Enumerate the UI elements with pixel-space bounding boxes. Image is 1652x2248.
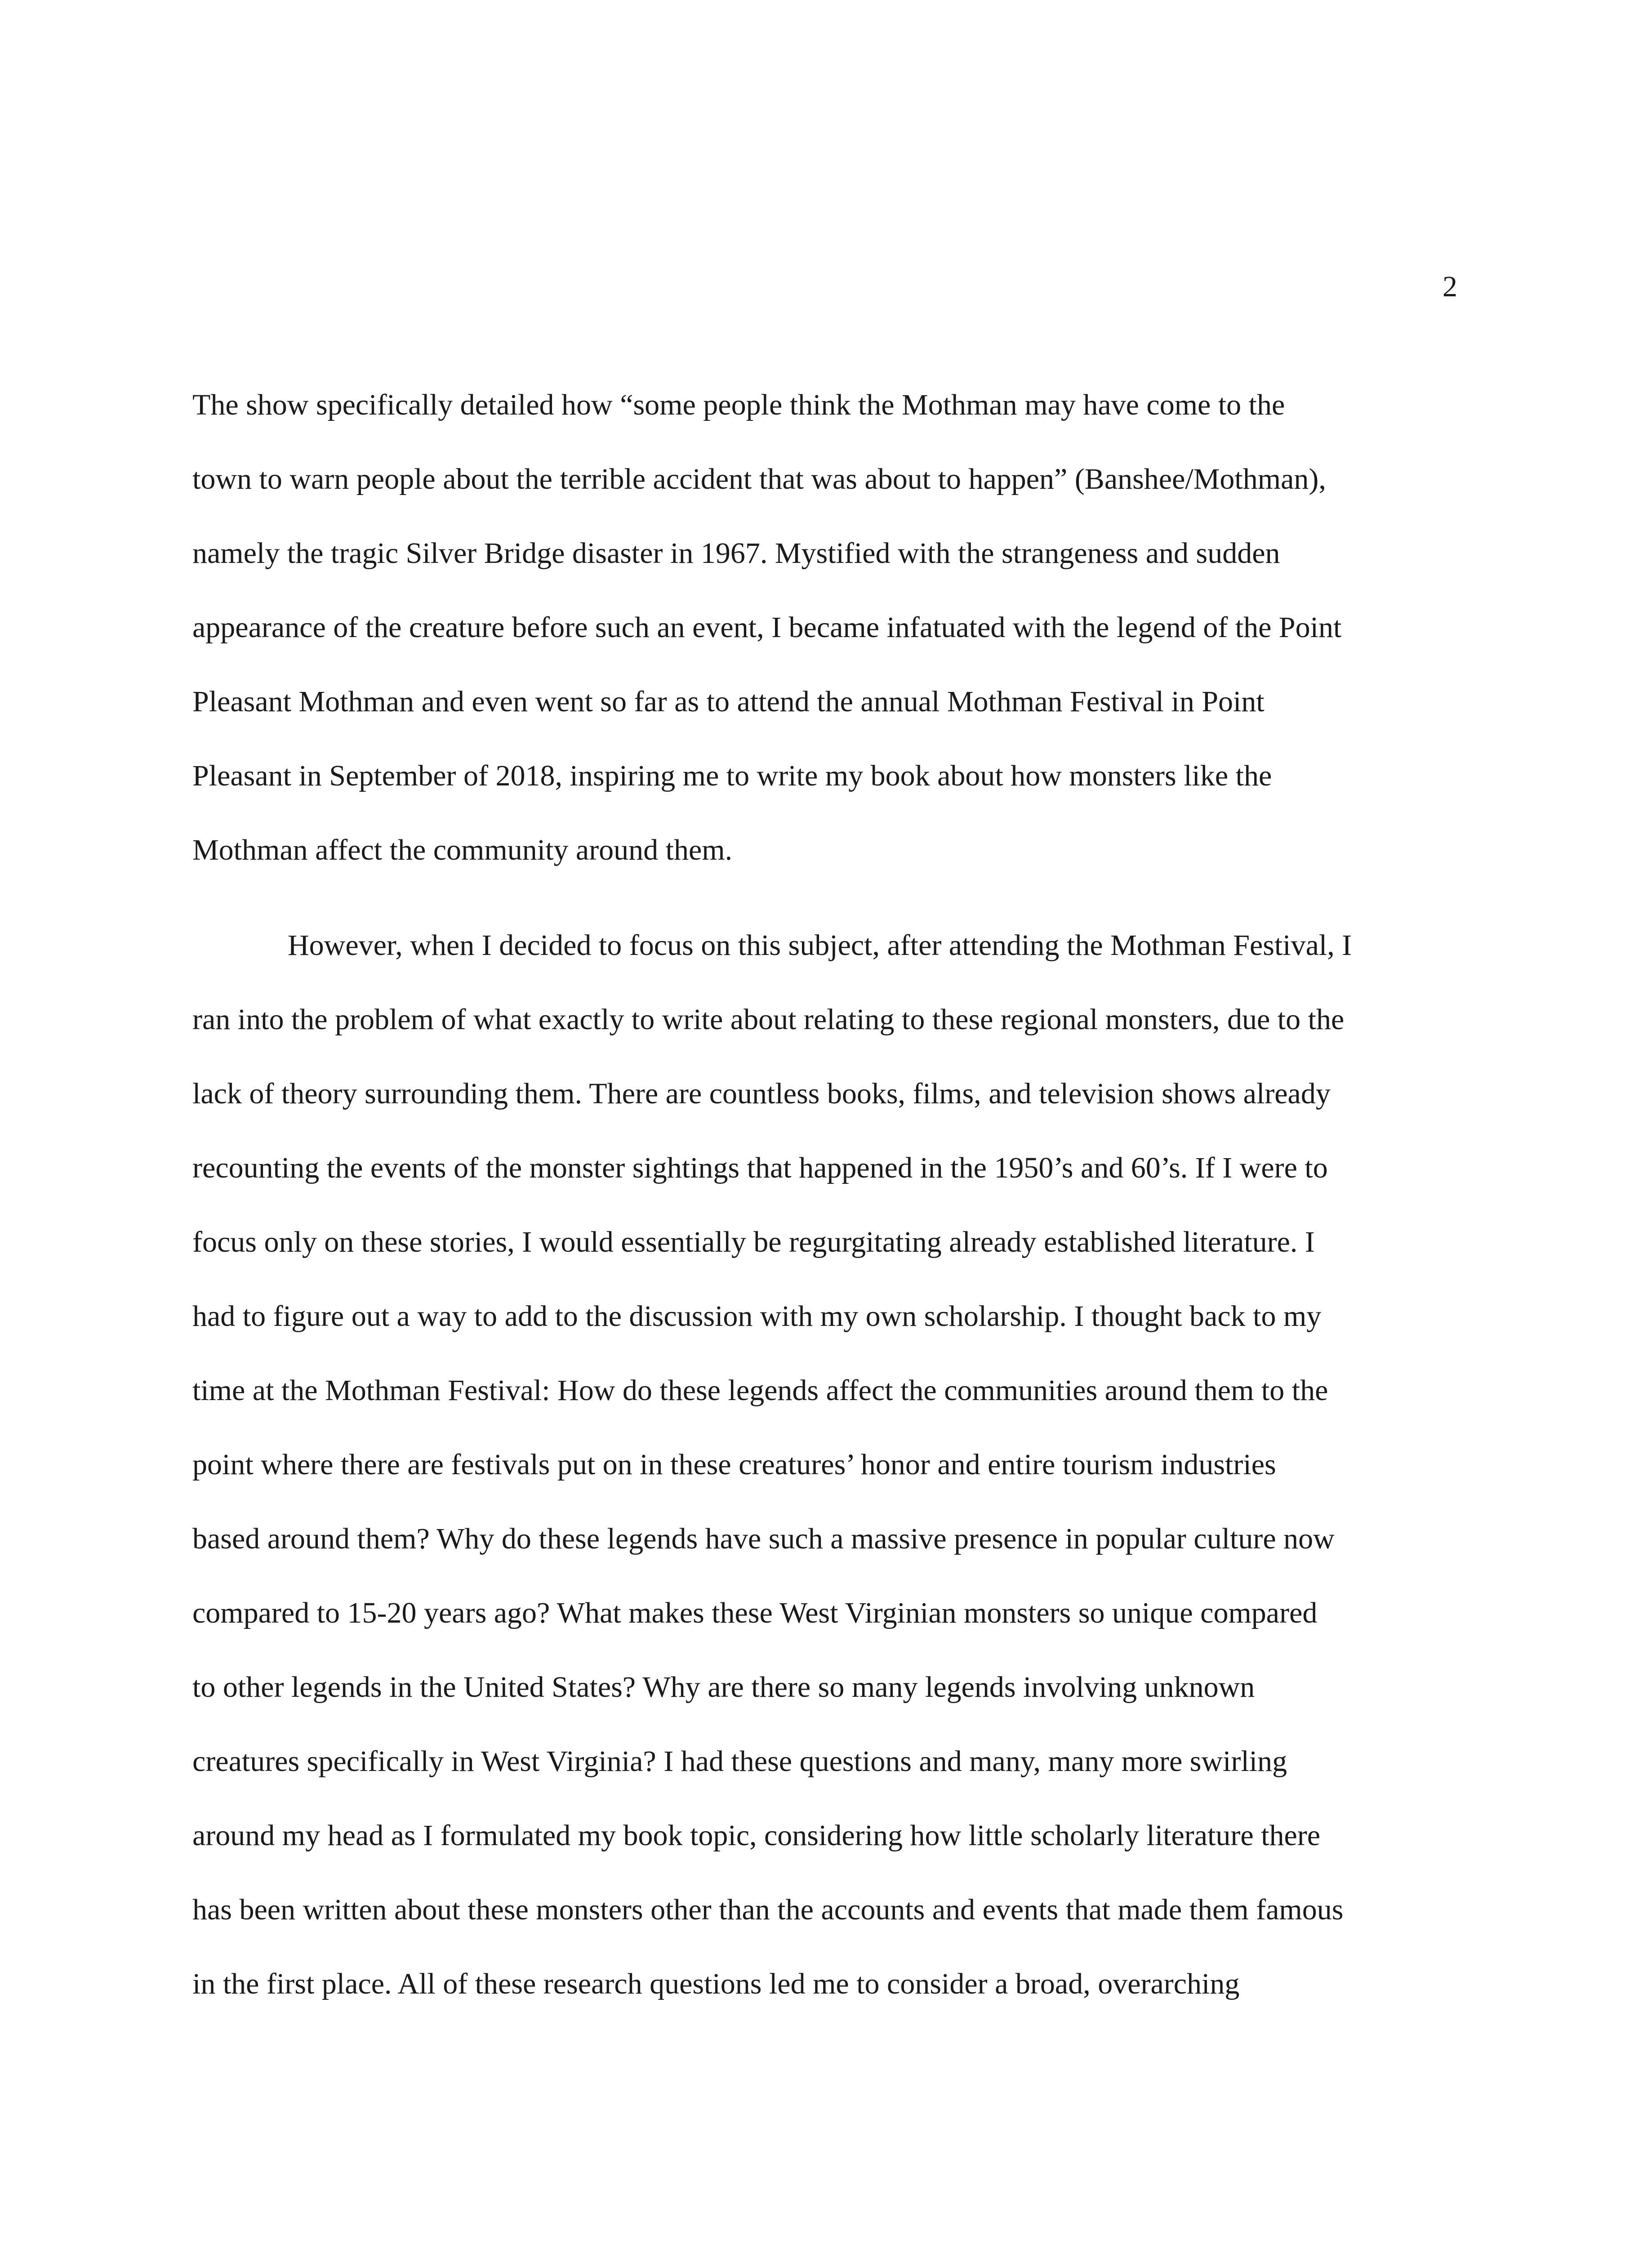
page-number: 2: [1443, 270, 1457, 303]
text-line: focus only on these stories, I would essentially be regurgitating already established literature. I: [192, 1226, 1315, 1258]
text-line: Pleasant Mothman and even went so far as to attend the annual Mothman Festival in Point: [192, 685, 1265, 718]
text-line: lack of theory surrounding them. There are countless books, films, and television shows already: [192, 1077, 1331, 1110]
text-line: to other legends in the United States? Why are there so many legends involving unknown: [192, 1671, 1255, 1704]
text-line: had to figure out a way to add to the discussion with my own scholarship. I thought back to my: [192, 1300, 1322, 1333]
text-line: around my head as I formulated my book topic, considering how little scholarly literature there: [192, 1819, 1321, 1852]
text-line-indented: However, when I decided to focus on this subject, after attending the Mothman Festival, I: [288, 929, 1352, 962]
body-text: [192, 368, 1460, 2021]
text-line: recounting the events of the monster sightings that happened in the 1950’s and 60’s. If I were to: [192, 1151, 1328, 1184]
text-line: has been written about these monsters other than the accounts and events that made them famous: [192, 1893, 1344, 1926]
text-line: appearance of the creature before such an event, I became infatuated with the legend of the Point: [192, 611, 1342, 644]
text-line: based around them? Why do these legends have such a massive presence in popular culture now: [192, 1522, 1335, 1555]
text-line: in the first place. All of these research questions led me to consider a broad, overarching: [192, 1967, 1240, 2000]
text-line: point where there are festivals put on in these creatures’ honor and entire tourism industries: [192, 1448, 1276, 1481]
paragraph: [192, 908, 1460, 2021]
text-line: ran into the problem of what exactly to write about relating to these regional monsters, due to the: [192, 1003, 1345, 1036]
paragraph-spacing: [192, 887, 1460, 908]
text-line: compared to 15-20 years ago? What makes these West Virginian monsters so unique compared: [192, 1597, 1318, 1629]
text-line: The show specifically detailed how “some people think the Mothman may have come to the: [192, 388, 1285, 421]
text-line: Mothman affect the community around them.: [192, 834, 733, 866]
paragraph: [192, 368, 1460, 887]
text-line: Pleasant in September of 2018, inspiring me to write my book about how monsters like the: [192, 759, 1272, 792]
text-line: town to warn people about the terrible accident that was about to happen” (Banshee/Mothman),: [192, 463, 1326, 495]
text-line: time at the Mothman Festival: How do these legends affect the communities around them to the: [192, 1374, 1328, 1407]
text-line: creatures specifically in West Virginia? I had these questions and many, many more swirling: [192, 1745, 1287, 1778]
text-line: namely the tragic Silver Bridge disaster in 1967. Mystified with the strangeness and sudden: [192, 537, 1280, 570]
